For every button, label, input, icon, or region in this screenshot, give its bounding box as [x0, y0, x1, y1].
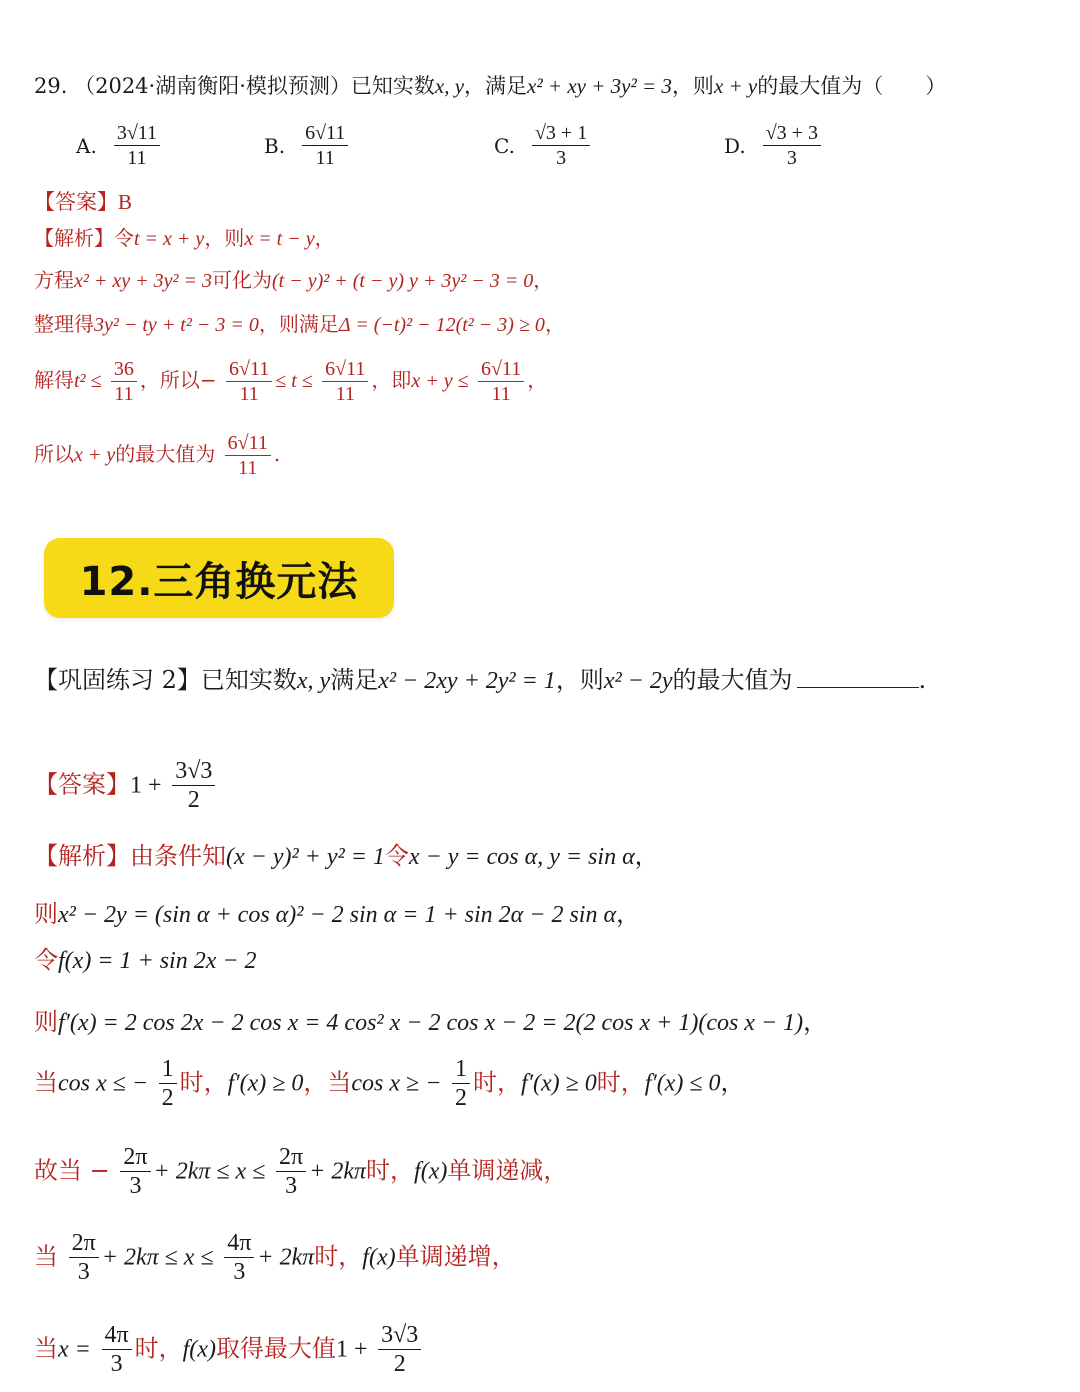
- solution-math: f(x): [182, 1336, 216, 1363]
- fraction-denominator: 11: [238, 457, 258, 479]
- fraction-numerator: 2π: [276, 1144, 306, 1172]
- fraction-numerator: 4π: [102, 1322, 132, 1350]
- solution-1-line-5: [34, 432, 280, 479]
- solution-text: 可化为: [212, 268, 272, 292]
- fraction-numerator: 2π: [120, 1144, 150, 1172]
- solution-text: .: [273, 442, 281, 466]
- solution-2-line-1: [34, 836, 659, 871]
- solution-text: ，: [616, 900, 641, 928]
- solution-text: ，即: [371, 368, 412, 392]
- option-label: B.: [264, 133, 286, 158]
- option-c: [494, 122, 593, 169]
- solution-text: 单调递增，: [395, 1242, 516, 1271]
- answer-2: [34, 758, 218, 814]
- fraction-numerator: 6√11: [226, 358, 272, 382]
- solution-text: 方程: [34, 268, 74, 292]
- fraction-denominator: 11: [114, 383, 134, 405]
- fraction-denominator: 3: [786, 147, 797, 169]
- solution-text: ，: [527, 368, 548, 392]
- solution-math: + 2kπ ≤ x ≤: [153, 1158, 266, 1185]
- solution-text: 令: [384, 842, 409, 870]
- fraction-numerator: 6√11: [302, 122, 348, 146]
- question-equation: x² + xy + 3y² = 3: [527, 74, 672, 98]
- solution-math: x − y = cos α, y = sin α: [408, 844, 635, 870]
- fraction: [69, 1230, 99, 1286]
- solution-text: 时，: [596, 1068, 645, 1097]
- fraction-numerator: 6√11: [478, 358, 524, 382]
- solution-math: + 2kπ ≤ x ≤: [101, 1244, 214, 1271]
- fraction-denominator: 11: [127, 147, 147, 169]
- solution-math: t² ≤: [74, 370, 102, 392]
- solution-2-line-3: [34, 940, 257, 975]
- solution-math: t = x + y: [134, 228, 205, 250]
- fraction-numerator: 6√11: [322, 358, 368, 382]
- solution-text: ，所以−: [139, 368, 217, 392]
- fraction-denominator: 11: [335, 383, 355, 405]
- exercise-text: 的最大值为: [672, 666, 793, 694]
- solution-math: ≤ t ≤: [275, 370, 313, 392]
- solution-text: 所以: [34, 442, 74, 466]
- solution-text: 单调递减，: [447, 1156, 568, 1185]
- exercise-text: ，则: [555, 666, 604, 694]
- fraction-denominator: 3: [129, 1173, 142, 1200]
- fraction: [102, 1322, 132, 1378]
- exercise-equation: x² − 2xy + 2y² = 1: [378, 668, 556, 694]
- solution-math: x + y: [74, 444, 116, 466]
- answer-1: [34, 186, 132, 216]
- solution-math: f′(x) ≥ 0: [227, 1070, 304, 1097]
- solution-math: x =: [58, 1336, 91, 1363]
- option-fraction: [763, 122, 821, 169]
- fraction: [226, 358, 272, 405]
- section-title: 12.三角换元法: [79, 558, 359, 605]
- solution-2-line-7: [34, 1230, 516, 1286]
- solution-math: (x − y)² + y² = 1: [226, 844, 385, 870]
- solution-math: f(x): [362, 1244, 396, 1271]
- solution-math: f′(x) = 2 cos 2x − 2 cos x = 4 cos² x − 2 cos x − 2 = 2(2 cos x + 1)(cos x − 1): [58, 1010, 804, 1036]
- solution-text: ，: [803, 1008, 828, 1036]
- fraction-numerator: 3√3: [172, 758, 215, 786]
- fraction-numerator: 1: [159, 1056, 177, 1084]
- question-number: 29.: [34, 74, 68, 98]
- option-b: [264, 122, 351, 169]
- solution-text: 当: [34, 1242, 58, 1271]
- question-text: ，则: [671, 74, 714, 98]
- solution-text: 整理得: [34, 312, 94, 336]
- fraction: [276, 1144, 306, 1200]
- solution-math: Δ = (−t)² − 12(t² − 3) ≥ 0: [338, 314, 545, 336]
- question-target: x + y: [713, 74, 758, 98]
- fraction-denominator: 2: [393, 1351, 406, 1378]
- solution-text: 由条件知: [130, 842, 226, 870]
- solution-math: 1 +: [335, 1336, 368, 1363]
- solution-math: x = t − y: [244, 228, 315, 250]
- solution-math: x² + xy + 3y² = 3: [74, 270, 212, 292]
- option-fraction: [114, 122, 160, 169]
- solution-math: + 2kπ: [309, 1158, 367, 1185]
- solution-text: 则: [34, 1008, 58, 1036]
- fraction: [224, 1230, 254, 1286]
- fraction-denominator: 2: [161, 1085, 174, 1112]
- solution-text: 时，: [366, 1156, 415, 1185]
- option-label: A.: [76, 133, 97, 158]
- solution-text: 时，: [179, 1068, 228, 1097]
- solution-tag: 【解析】: [34, 842, 130, 870]
- fraction: [159, 1056, 177, 1112]
- question-source: （2024·湖南衡阳·模拟预测）: [74, 74, 351, 98]
- answer-tag: 【答案】: [34, 770, 130, 799]
- solution-text: ，: [544, 312, 565, 336]
- fraction: [452, 1056, 470, 1112]
- solution-text: 故当 −: [34, 1156, 110, 1185]
- solution-text: 的最大值为: [115, 442, 216, 466]
- fraction-denominator: 3: [556, 147, 567, 169]
- fraction-numerator: 2π: [69, 1230, 99, 1258]
- fraction-denominator: 3: [233, 1259, 246, 1286]
- solution-math: x + y ≤: [411, 370, 469, 392]
- solution-tag: 【解析】: [34, 226, 114, 250]
- question-29: [34, 70, 946, 100]
- solution-1-line-3: [34, 308, 565, 337]
- question-text: 已知实数: [350, 74, 435, 98]
- fraction-numerator: √3 + 1: [532, 122, 590, 146]
- fraction-denominator: 2: [455, 1085, 468, 1112]
- answer-blank: [797, 667, 919, 688]
- fraction: [120, 1144, 150, 1200]
- solution-text: ，: [314, 226, 335, 250]
- fraction: [172, 758, 215, 814]
- solution-text: ，: [634, 842, 659, 870]
- answer-value: 1 +: [130, 772, 162, 799]
- solution-2-line-2: [34, 894, 640, 929]
- answer-options: [0, 122, 1080, 182]
- solution-text: 则: [34, 900, 58, 928]
- solution-2-line-8: [34, 1322, 424, 1378]
- fraction-numerator: 4π: [224, 1230, 254, 1258]
- solution-2-line-5: [34, 1056, 745, 1112]
- answer-value: B: [118, 190, 133, 214]
- solution-1-line-4: [34, 358, 547, 405]
- fraction-numerator: √3 + 3: [763, 122, 821, 146]
- solution-text: ，: [533, 268, 554, 292]
- section-banner: [44, 538, 394, 618]
- fraction-numerator: 3√3: [378, 1322, 421, 1350]
- solution-text: 时，: [314, 1242, 363, 1271]
- exercise-text: 已知实数: [200, 666, 297, 694]
- fraction-denominator: 3: [285, 1173, 298, 1200]
- solution-text: ，则: [204, 226, 245, 250]
- solution-math: f′(x) ≤ 0: [644, 1070, 721, 1097]
- solution-text: 时，: [134, 1334, 183, 1363]
- solution-math: cos x ≤ −: [58, 1070, 149, 1097]
- exercise-target: x² − 2y: [603, 668, 673, 694]
- fraction-numerator: 6√11: [225, 432, 271, 456]
- solution-text: 当: [34, 1334, 58, 1363]
- fraction-numerator: 1: [452, 1056, 470, 1084]
- fraction-denominator: 3: [77, 1259, 90, 1286]
- exercise-vars: x, y: [296, 668, 331, 694]
- option-a: [76, 122, 163, 169]
- fraction-denominator: 3: [110, 1351, 123, 1378]
- answer-tag: 【答案】: [34, 190, 118, 214]
- fraction: [225, 432, 271, 479]
- solution-math: f(x) = 1 + sin 2x − 2: [58, 948, 257, 974]
- solution-text: 解得: [34, 368, 74, 392]
- fraction-denominator: 11: [491, 383, 511, 405]
- option-fraction: [302, 122, 348, 169]
- solution-text: 令: [34, 946, 58, 974]
- question-text: 的最大值为（ ）: [757, 74, 947, 98]
- option-label: C.: [494, 133, 515, 158]
- solution-math: x² − 2y = (sin α + cos α)² − 2 sin α = 1 + sin 2α − 2 sin α: [58, 902, 617, 928]
- solution-1-line-2: [34, 264, 553, 293]
- solution-math: + 2kπ: [257, 1244, 315, 1271]
- fraction-denominator: 11: [239, 383, 259, 405]
- solution-text: ，当: [303, 1068, 352, 1097]
- fraction-denominator: 11: [315, 147, 335, 169]
- solution-text: 当: [34, 1068, 58, 1097]
- fraction-numerator: 36: [111, 358, 137, 382]
- option-d: [724, 122, 824, 169]
- solution-math: f(x): [414, 1158, 448, 1185]
- solution-1-line-1: [34, 222, 335, 251]
- option-fraction: [532, 122, 590, 169]
- solution-text: ，则满足: [258, 312, 339, 336]
- question-text: ，满足: [464, 74, 528, 98]
- exercise-text: 满足: [330, 666, 379, 694]
- fraction-numerator: 3√11: [114, 122, 160, 146]
- solution-math: cos x ≥ −: [351, 1070, 442, 1097]
- solution-text: 时，: [473, 1068, 522, 1097]
- solution-text: ，: [720, 1068, 745, 1097]
- solution-text: 取得最大值: [215, 1334, 336, 1363]
- exercise-tag: 【巩固练习 2】: [34, 666, 201, 694]
- solution-2-line-6: [34, 1144, 567, 1200]
- solution-text: 令: [114, 226, 134, 250]
- fraction: [478, 358, 524, 405]
- solution-2-line-4: [34, 1002, 827, 1037]
- fraction: [322, 358, 368, 405]
- question-vars: x, y: [434, 74, 465, 98]
- solution-math: 3y² − ty + t² − 3 = 0: [94, 314, 259, 336]
- exercise-2: [34, 660, 926, 695]
- fraction-denominator: 2: [187, 787, 200, 814]
- fraction: [378, 1322, 421, 1378]
- option-label: D.: [724, 133, 746, 158]
- solution-math: f′(x) ≥ 0: [521, 1070, 597, 1097]
- fraction: [111, 358, 137, 405]
- solution-math: (t − y)² + (t − y) y + 3y² − 3 = 0: [272, 270, 534, 292]
- exercise-text: .: [918, 666, 927, 694]
